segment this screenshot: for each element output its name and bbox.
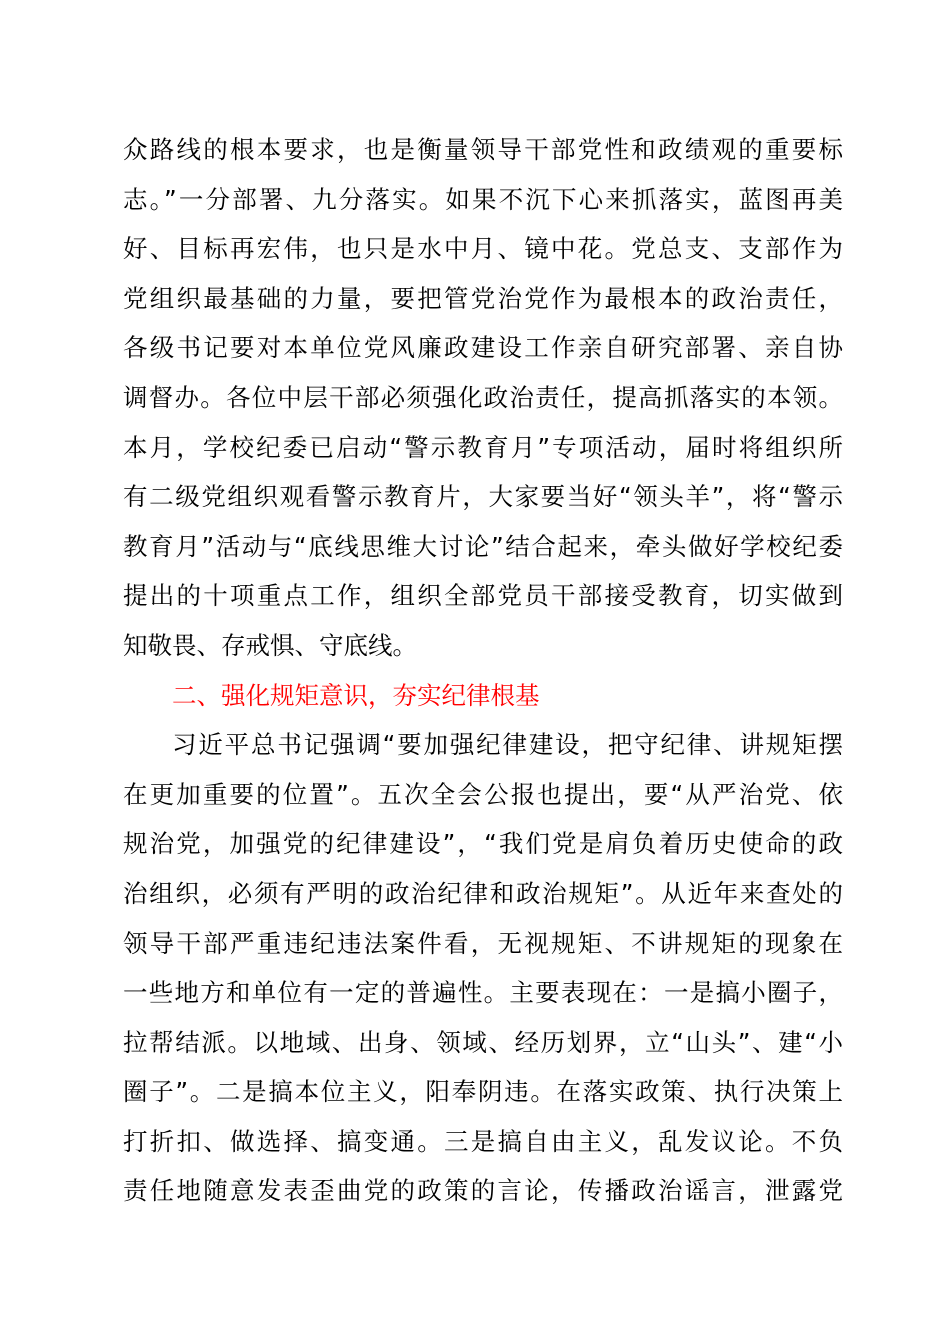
text-line: 习近平总书记强调“要加强纪律建设，把守纪律、讲规矩摆 [172, 730, 843, 760]
text-line: 党组织最基础的力量，要把管党治党作为最根本的政治责任， [123, 283, 843, 313]
text-line: 教育月”活动与“底线思维大讨论”结合起来，牵头做好学校纪委 [123, 531, 843, 561]
text-line: 有二级党组织观看警示教育片，大家要当好“领头羊”，将“警示 [123, 482, 843, 512]
section-heading: 二、强化规矩意识，夯实纪律根基 [172, 680, 540, 710]
text-line: 一些地方和单位有一定的普遍性。主要表现在：一是搞小圈子， [123, 978, 843, 1008]
text-line: 调督办。各位中层干部必须强化政治责任，提高抓落实的本领。 [123, 382, 843, 412]
text-line: 打折扣、做选择、搞变通。三是搞自由主义，乱发议论。不负 [123, 1126, 843, 1156]
text-line: 规治党，加强党的纪律建设”，“我们党是肩负着历史使命的政 [123, 829, 843, 859]
paragraph-1 [123, 125, 843, 671]
text-line: 众路线的根本要求，也是衡量领导干部党性和政绩观的重要标 [123, 135, 843, 164]
document-body [123, 125, 843, 1216]
paragraph-2 [123, 720, 843, 1216]
text-line: 拉帮结派。以地域、出身、领域、经历划界，立“山头”、建“小 [123, 1027, 843, 1057]
text-line: 各级书记要对本单位党风廉政建设工作亲自研究部署、亲自协 [123, 333, 843, 363]
text-line: 在更加重要的位置”。五次全会公报也提出，要“从严治党、依 [123, 779, 843, 809]
text-line: 志。”一分部署、九分落实。如果不沉下心来抓落实，蓝图再美 [123, 184, 843, 214]
text-line: 责任地随意发表歪曲党的政策的言论，传播政治谣言，泄露党 [123, 1176, 843, 1206]
text-line: 领导干部严重违纪违法案件看，无视规矩、不讲规矩的现象在 [123, 928, 843, 958]
text-line: 本月，学校纪委已启动“警示教育月”专项活动，届时将组织所 [123, 432, 843, 462]
text-line: 好、目标再宏伟，也只是水中月、镜中花。党总支、支部作为 [123, 234, 843, 264]
text-line: 治组织，必须有严明的政治纪律和政治规矩”。从近年来查处的 [123, 878, 843, 908]
text-line: 提出的十项重点工作，组织全部党员干部接受教育，切实做到 [123, 581, 843, 611]
text-line: 知敬畏、存戒惧、守底线。 [123, 630, 417, 660]
text-line: 圈子”。二是搞本位主义，阳奉阴违。在落实政策、执行决策上 [123, 1077, 843, 1107]
